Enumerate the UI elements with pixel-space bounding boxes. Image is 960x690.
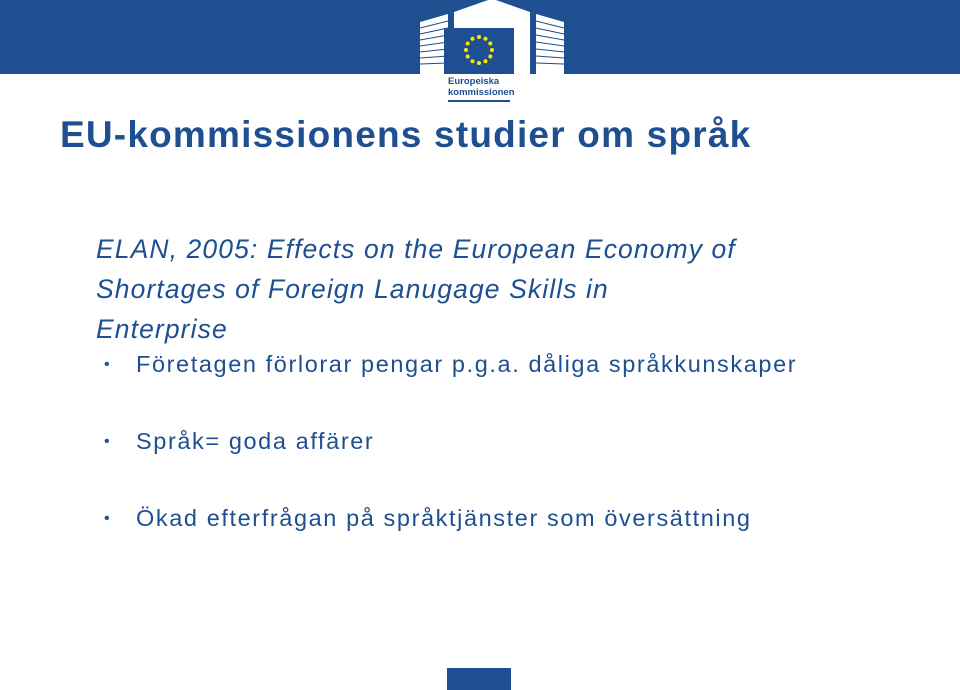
bullet-text: Språk= goda affärer <box>136 428 375 454</box>
slide-title: EU-kommissionens studier om språk <box>60 114 752 155</box>
bullet-marker: • <box>104 356 112 373</box>
intro-line-3: Enterprise <box>96 314 228 344</box>
intro-line-2: Shortages of Foreign Lanugage Skills in <box>96 274 609 304</box>
bullet-item <box>104 505 752 532</box>
logo-underline <box>448 100 510 102</box>
bullet-marker: • <box>104 433 112 450</box>
footer-square <box>447 668 511 690</box>
bullet-text: Ökad efterfrågan på språktjänster som översättning <box>136 505 752 531</box>
bullet-item <box>104 351 797 378</box>
bullet-item <box>104 428 374 455</box>
bullet-text: Företagen förlorar pengar p.g.a. dåliga språkkunskaper <box>136 351 798 377</box>
logo-line-2: kommissionen <box>448 87 515 98</box>
bullet-marker: • <box>104 510 112 527</box>
logo-text <box>448 76 515 98</box>
logo-line-1: Europeiska <box>448 76 500 87</box>
intro-line-1: ELAN, 2005: Effects on the European Economy of <box>96 234 736 264</box>
intro-paragraph <box>96 229 926 349</box>
